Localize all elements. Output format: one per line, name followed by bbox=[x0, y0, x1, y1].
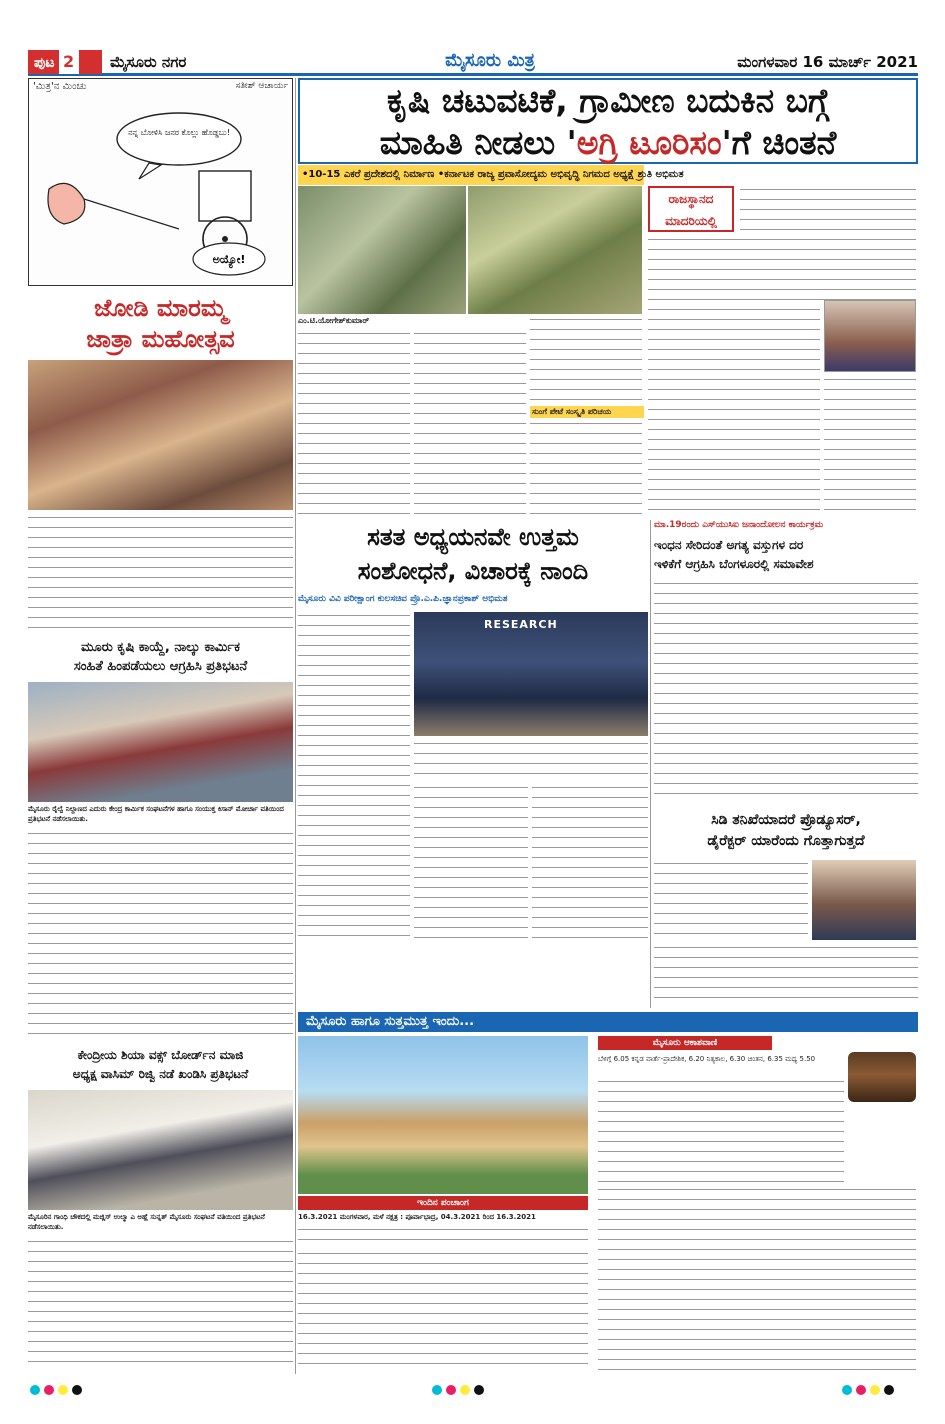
cd-article-b bbox=[654, 944, 918, 1006]
protest1-headline-line2: ಸಂಹಿತೆ ಹಿಂಪಡೆಯಲು ಆಗ್ರಹಿಸಿ ಪ್ರತಿಭಟನೆ bbox=[73, 659, 248, 674]
panchanga-title: ಇಂದಿನ ಪಂಚಾಂಗ bbox=[298, 1196, 588, 1210]
section-name: ಮೈಸೂರು ನಗರ bbox=[110, 53, 187, 71]
registration-marks-center bbox=[430, 1380, 510, 1392]
registration-marks-right bbox=[840, 1380, 920, 1392]
cartoon bbox=[28, 78, 293, 286]
study-subhead: ಮೈಸೂರು ವಿವಿ ಪರೀಕ್ಷಾಂಗ ಕುಲಸಚಿವ ಪ್ರೊ.ಎ.ಪಿ.ಜ್ಞಾನಪ್ರಕಾಶ್ ಅಭಿಮತ bbox=[298, 594, 508, 604]
study-photo bbox=[414, 612, 648, 736]
study-photo-caption bbox=[414, 740, 648, 780]
lead-headline-line1: ಕೃಷಿ ಚಟುವಟಿಕೆ, ಗ್ರಾಮೀಣ ಬದುಕಿನ ಬಗ್ಗೆ bbox=[387, 81, 829, 120]
radio-schedule bbox=[598, 1078, 844, 1182]
registration-marks-left bbox=[28, 1380, 108, 1392]
protest1-headline-line1: ಮೂರು ಕೃಷಿ ಕಾಯ್ದೆ, ನಾಲ್ಕು ಕಾರ್ಮಿಕ bbox=[81, 640, 240, 655]
protest2-headline-line2: ಅಧ್ಯಕ್ಷ ವಾಸಿಮ್ ರಿಜ್ವಿ ನಡೆ ಖಂಡಿಸಿ ಪ್ರತಿಭಟನೆ bbox=[72, 1067, 249, 1081]
protest1-headline bbox=[28, 638, 293, 678]
events-right bbox=[598, 1186, 916, 1372]
column-rule bbox=[295, 78, 296, 1374]
jodi-headline bbox=[28, 292, 293, 356]
lead-column-3b bbox=[530, 420, 642, 516]
study-column-3 bbox=[532, 784, 648, 942]
protest1-photo bbox=[28, 682, 293, 802]
lead-column-2 bbox=[414, 330, 526, 516]
lead-headline-pre: ಮಾಹಿತಿ ನೀಡಲು ' bbox=[379, 123, 577, 162]
radio-first: ಬೆಳಿಗ್ಗೆ 6.05 ಕನ್ನಡ ವಾರ್ತೆ-ಪ್ರಾದೇಶಿಕ, 6.20 ನಿತ್ಯಕಾಲ, 6.30 ಚಿಂತನ, 6.35 ಮಧ್ಯ 5.50 bbox=[598, 1055, 816, 1063]
masthead: ಮೈಸೂರು ಮಿತ್ರ bbox=[445, 50, 535, 71]
cd-article-a bbox=[654, 860, 808, 940]
panchanga-text bbox=[298, 1226, 588, 1246]
events-left bbox=[298, 1250, 588, 1372]
protest1-caption: ಮೈಸೂರು ರೈಲ್ವೆ ನಿಲ್ದಾಣದ ಎದುರು ಕೇಂದ್ರ ಕಾರ್ಮಿಕ ಸಂಘಟನೆಗಳ ಹಾಗೂ ಸಂಯುಕ್ತ ಕಿಸಾನ್ ಮೋರ್ಚಾ ವತಿಯಿಂದ ಪ್ರತಿಭಟನೆ ನಡೆಸಲಾಯಿತು. bbox=[28, 805, 284, 823]
jodi-headline-line1: ಜೋಡಿ ಮಾರಮ್ಮ bbox=[94, 293, 227, 322]
column-rule bbox=[650, 520, 651, 1008]
cd-headline-line2: ಡೈರೆಕ್ಟರ್ ಯಾರೆಂದು ಗೊತ್ತಾಗುತ್ತದೆ bbox=[707, 833, 865, 849]
study-column-1 bbox=[298, 612, 410, 942]
lead-column-3a bbox=[530, 316, 642, 404]
lead-byline: ಎಂ.ಟಿ.ಯೋಗೇಶ್‌ಕುಮಾರ್ bbox=[298, 316, 370, 325]
lead-sidebox: ರಾಜಸ್ಥಾನದ ಮಾದರಿಯಲ್ಲಿ bbox=[648, 186, 734, 232]
lead-photo-1 bbox=[298, 186, 466, 314]
protest2-article bbox=[28, 1238, 293, 1370]
cd-headline-line1: ಸಿಡಿ ತನಿಖೆಯಾದರೆ ಪ್ರೊಡ್ಯೂಸರ್, bbox=[711, 812, 861, 828]
study-photo-banner: RESEARCH bbox=[484, 618, 558, 631]
cartoon-credit: ಸತೀಶ್ ಆಚಾರ್ಯ bbox=[235, 81, 288, 91]
fuel-headline bbox=[654, 536, 918, 576]
radio-icon bbox=[848, 1052, 916, 1102]
jodi-headline-line2: ಜಾತ್ರಾ ಮಹೋತ್ಸವ bbox=[86, 324, 235, 353]
date: ಮಂಗಳವಾರ 16 ಮಾರ್ಚ್ 2021 bbox=[737, 53, 918, 71]
cartoon-speech-1: ನನ್ನ ಬೋಳಿಸಿ ಜನರ ಕೊಲ್ಲು ಹೊಡ್ಡಬು! bbox=[128, 128, 230, 137]
lead-headline-post: 'ಗೆ ಚಿಂತನೆ bbox=[721, 123, 837, 162]
panchanga-line: 16.3.2021 ಮಂಗಳವಾರ, ಮಳೆ ನಕ್ಷತ್ರ : ಪೂರ್ವಾಭಾದ್ರ, 04.3.2021 ರಿಂದ 16.3.2021 bbox=[298, 1213, 536, 1221]
fuel-article bbox=[654, 580, 918, 802]
fuel-tag: ಮಾ.19ರಂದು ಎಸ್‌ಯುಸಿಐ ಜನಾಂದೋಲನ ಕಾರ್ಯಕ್ರಮ bbox=[654, 520, 824, 530]
protest2-headline-line1: ಕೇಂದ್ರೀಯ ಶಿಯಾ ವಕ್ಸ್ ಬೋರ್ಡ್‌ನ ಮಾಜಿ bbox=[77, 1048, 244, 1062]
fuel-headline-line1: ಇಂಧನ ಸೇರಿದಂತೆ ಅಗತ್ಯ ವಸ್ತುಗಳ ದರ bbox=[654, 538, 804, 552]
cartoon-title: 'ಮಿತ್ರ'ನ ಮಿಂಚು bbox=[33, 81, 87, 92]
radio-title: ಮೈಸೂರು ಆಕಾಶವಾಣಿ bbox=[598, 1036, 772, 1050]
shruthi-portrait bbox=[824, 300, 916, 372]
lead-column-5 bbox=[824, 376, 916, 516]
study-headline-line1: ಸತತ ಅಧ್ಯಯನವೇ ಉತ್ತಮ bbox=[367, 523, 579, 551]
protest1-article bbox=[28, 830, 293, 1040]
lead-subsection: ಸುಂಗೆ ಪೇಟೆ ಸಂಸ್ಕೃತಿ ಪರಿಚಯ bbox=[530, 406, 644, 418]
lead-headline-line2 bbox=[300, 122, 916, 164]
study-headline bbox=[298, 520, 648, 592]
fuel-headline-line2: ಇಳಿಕೆಗೆ ಆಗ್ರಹಿಸಿ ಬೆಂಗಳೂರಲ್ಲಿ ಸಮಾವೇಶ bbox=[654, 557, 814, 571]
jodi-article bbox=[28, 514, 293, 632]
protest2-headline bbox=[28, 1046, 293, 1086]
protest2-caption: ಮೈಸೂರಿನ ಗಾಂಧಿ ಚೌಕದಲ್ಲಿ ಮಜ್ಲಿಸ್ ಉಲ್ಮಾ ಎ ಅಹ್ಲೆ ಸುನ್ನತ್ ಮೈಸೂರು ಸಂಘಟನೆ ವತಿಯಿಂದ ಪ್ರತಿಭಟನೆ ನಡೆಸಲಾಯಿತು. bbox=[28, 1213, 265, 1231]
cartoon-drawing bbox=[29, 79, 292, 285]
cartoon-speech-2: ಅಯ್ಯೋ! bbox=[212, 253, 246, 266]
page-number: 2 bbox=[59, 50, 79, 74]
lead-subhead: •10-15 ಎಕರೆ ಪ್ರದೇಶದಲ್ಲಿ ನಿರ್ಮಾಣ •ಕರ್ನಾಟಕ ರಾಜ್ಯ ಪ್ರವಾಸೋದ್ಯಮ ಅಭಿವೃದ್ಧಿ ನಿಗಮದ ಅಧ್ಯಕ್ಷೆ ಶ್ರುತಿ ಅಭಿಮತ bbox=[298, 165, 644, 185]
jodi-photo bbox=[28, 360, 293, 510]
page-label-text: ಪುಟ bbox=[34, 55, 55, 71]
lead-column-4 bbox=[648, 236, 820, 516]
protest2-photo bbox=[28, 1090, 293, 1210]
lead-photo-2 bbox=[468, 186, 642, 314]
cd-headline bbox=[654, 810, 918, 854]
cd-portrait bbox=[812, 860, 916, 940]
page-label bbox=[28, 50, 102, 74]
today-title: ಮೈಸೂರು ಹಾಗೂ ಸುತ್ತಮುತ್ತ ಇಂದು... bbox=[298, 1012, 918, 1032]
lead-headline bbox=[298, 78, 918, 164]
lead-column-1 bbox=[298, 330, 410, 516]
study-headline-line2: ಸಂಶೋಧನೆ, ವಿಚಾರಕ್ಕೆ ನಾಂದಿ bbox=[357, 557, 589, 585]
palace-photo bbox=[298, 1036, 588, 1194]
study-column-2 bbox=[414, 784, 528, 942]
lead-headline-accent: ಅಗ್ರಿ ಟೂರಿಸಂ bbox=[576, 123, 722, 162]
